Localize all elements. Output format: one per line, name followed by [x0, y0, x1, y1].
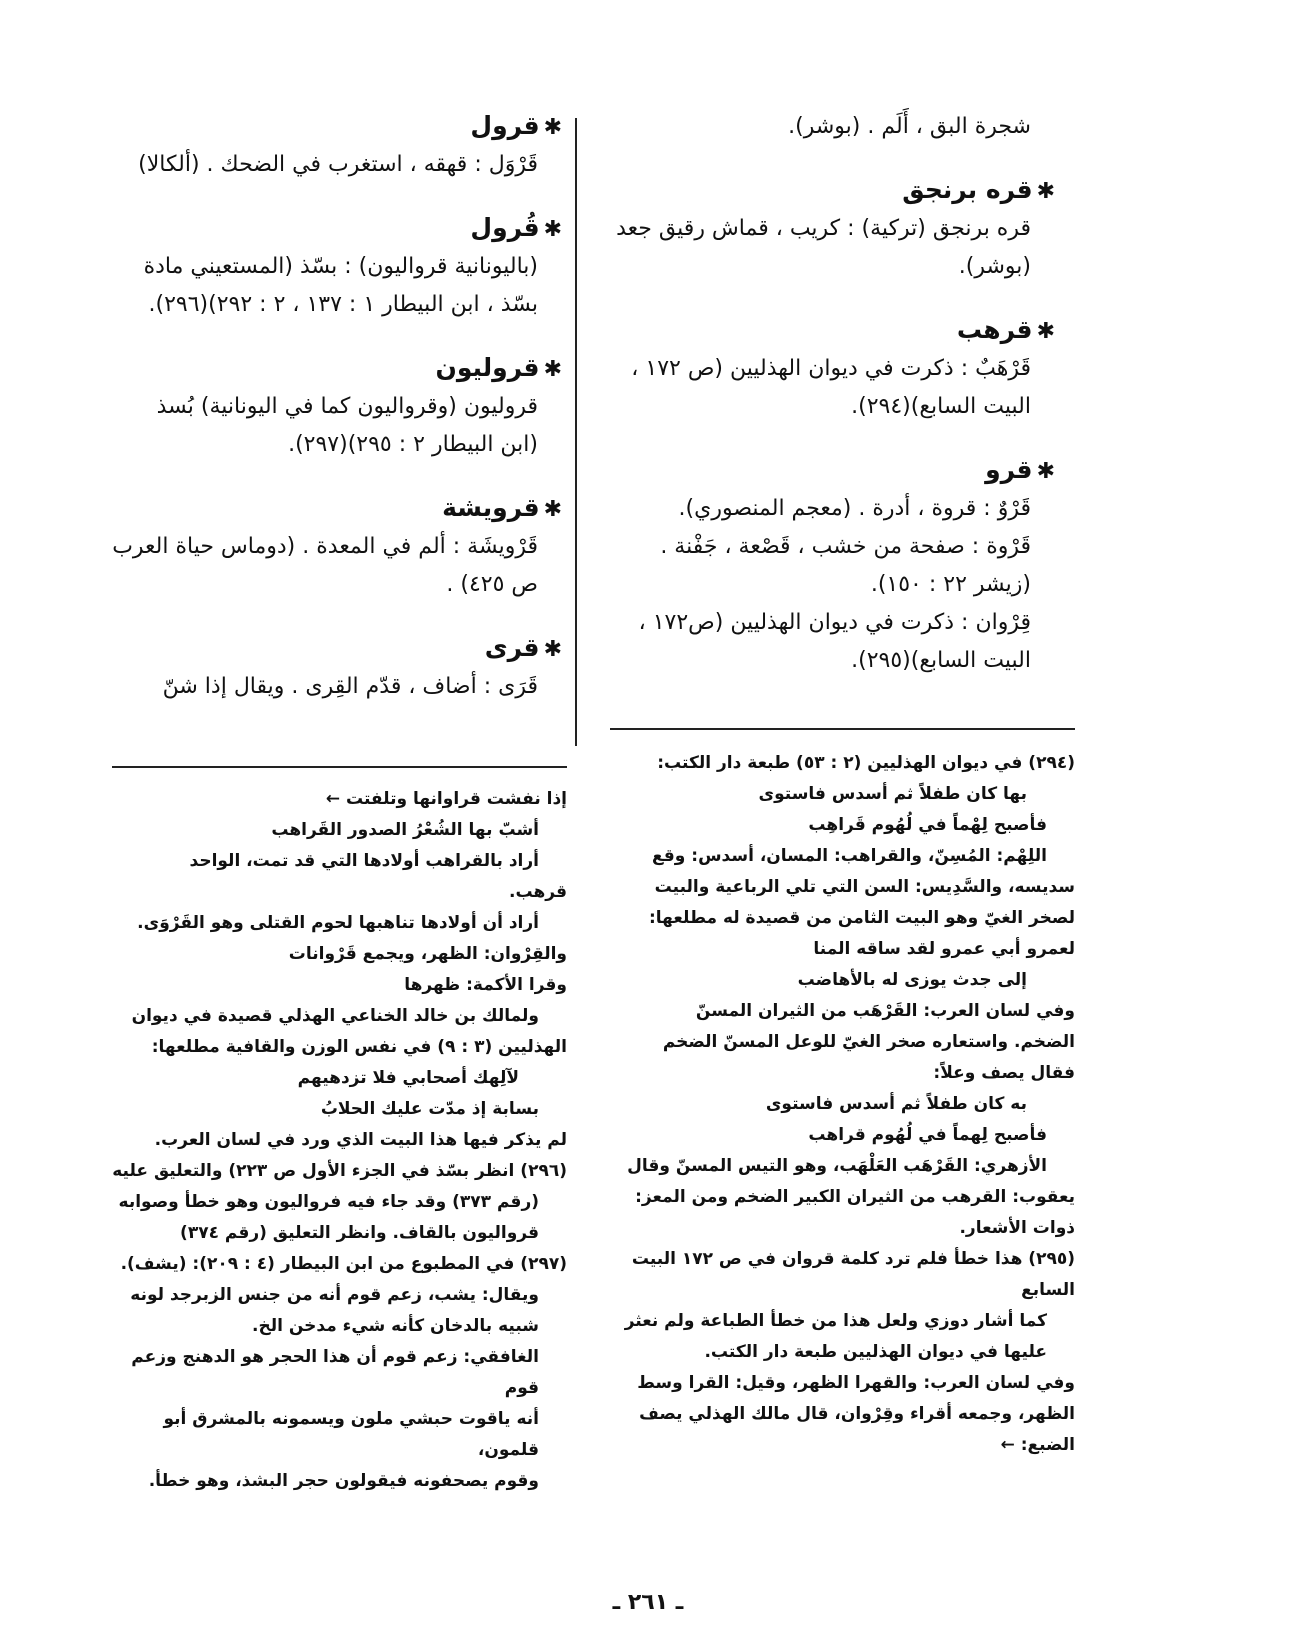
asterisk-icon: ✱: [543, 637, 562, 662]
footnote-text: وفي لسان العرب: والقهرا الظهر، وقيل: القرا وسط: [637, 1373, 1075, 1393]
footnote-line: [112, 1342, 567, 1404]
footnote-text: أراد أن أولادها تناهبها لحوم القتلى وهو القَرْوَى.: [137, 913, 539, 933]
footnote-line: [620, 1306, 1075, 1337]
footnote-text: (٢٩٧) في المطبوع من ابن البيطار (٤ : ٢٠٩): (يشف).: [120, 1254, 567, 1274]
left-column: [112, 108, 562, 732]
asterisk-icon: ✱: [543, 217, 562, 242]
footnote-text: إذا نفشت قراوانها وتلفتت: [345, 789, 567, 809]
entry-headword: [112, 490, 562, 528]
footnote-line: [620, 903, 1075, 934]
footnote-line: [112, 1001, 567, 1032]
footnote-text: شبيه بالدخان كأنه شيء مدخن الخ.: [252, 1316, 539, 1336]
dictionary-entry: [610, 312, 1055, 426]
entry-headword: [112, 630, 562, 668]
footnote-text: بها كان طفلاً ثم أسدس فاستوى: [758, 784, 1027, 804]
column-divider: [575, 118, 577, 746]
footnote-text: كما أشار دوزي ولعل هذا من خطأ الطباعة ولم نعثر: [624, 1311, 1047, 1331]
asterisk-icon: ✱: [1036, 319, 1055, 344]
footnotes-right: [620, 748, 1075, 1461]
footnote-line: [620, 1151, 1075, 1182]
footnote-text: لصخر الغيّ وهو البيت الثامن من قصيدة له مطلعها:: [649, 908, 1075, 928]
footnote-line: [112, 1032, 567, 1063]
footnote-line: [620, 1430, 1075, 1461]
asterisk-icon: ✱: [543, 115, 562, 140]
footnote-line: [112, 1218, 567, 1249]
footnote-text: لم يذكر فيها هذا البيت الذي ورد في لسان العرب.: [154, 1130, 567, 1150]
dictionary-entry: [112, 490, 562, 604]
footnote-line: [112, 877, 567, 908]
dictionary-entry: [112, 350, 562, 464]
footnote-line: [112, 1063, 567, 1094]
headword-text: قروليون: [435, 353, 540, 382]
footnote-text: فأصبح لِهْماً في لُهُوم قَراهِب: [808, 815, 1047, 835]
footnote-line: [112, 1466, 567, 1497]
footnote-text: الأزهري: القَرْهَب العَلْهَب، وهو التيس المسنّ وقال: [627, 1156, 1047, 1176]
footnote-line: [620, 1089, 1075, 1120]
footnote-text: وفي لسان العرب: القَرْهَب من الثيران المسنّ: [695, 1001, 1075, 1021]
entry-line: البيت السابع)(٢٩٥).: [851, 648, 1031, 673]
footnote-line: [620, 1027, 1075, 1058]
footnote-text: الضبع:: [1020, 1435, 1075, 1455]
footnote-text: به كان طفلاً ثم أسدس فاستوى: [765, 1094, 1027, 1114]
footnote-text: فأصبح لِهماً في لُهُوم قراهب: [808, 1125, 1047, 1145]
footnote-line: [112, 908, 567, 939]
footnote-line: [620, 1399, 1075, 1430]
headword-text: قرو: [985, 455, 1033, 484]
asterisk-icon: ✱: [1036, 459, 1055, 484]
headword-text: قُرول: [470, 213, 540, 242]
footnote-line: [620, 748, 1075, 779]
entry-headword: [112, 350, 562, 388]
headword-text: قره برنجق: [902, 175, 1033, 204]
footnote-text: ذوات الأشعار.: [959, 1218, 1075, 1238]
footnote-line: [112, 1125, 567, 1156]
entry-headword: [112, 210, 562, 248]
entry-line: (ابن البيطار ٢ : ٢٩٥)(٢٩٧).: [288, 432, 538, 457]
dictionary-entry: [112, 108, 562, 184]
right-column: [610, 108, 1055, 706]
footnote-text: بسابة إذ مدّت عليك الحلابُ: [320, 1099, 539, 1119]
footnote-line: [112, 1094, 567, 1125]
footnote-text: لآلِهك أصحابي فلا تزدهيهم: [297, 1068, 519, 1088]
footnote-line: [620, 965, 1075, 996]
entry-line: قَرْوَل : قهقه ، استغرب في الضحك . (ألكالا): [138, 152, 538, 177]
footnote-line: [620, 934, 1075, 965]
asterisk-icon: ✱: [1036, 179, 1055, 204]
entry-line: (بوشر).: [958, 254, 1031, 279]
entry-line: قِرْوان : ذكرت في ديوان الهذليين (ص١٧٢ ،: [638, 610, 1031, 635]
footnote-text: أراد بالقراهب أولادها التي قد تمت، الواحد: [189, 851, 539, 871]
footnotes-left: [112, 784, 567, 1497]
footnote-text: أنه ياقوت حبشي ملون ويسمونه بالمشرق أبو قلمون،: [163, 1409, 539, 1460]
footnote-line: [112, 939, 567, 970]
footnote-text: إلى جدث يوزى له بالأهاضب: [797, 970, 1027, 990]
entry-line: قَرْهَبٌ : ذكرت في ديوان الهذليين (ص ١٧٢ ،: [631, 356, 1031, 381]
footnote-text: الظهر، وجمعه أقراء وقِرْوان، قال مالك الهذلي يصف: [639, 1404, 1075, 1424]
dictionary-entry: [610, 172, 1055, 286]
footnote-text: سديسه، والسَّدِيس: السن التي تلي الرباعية والبيت: [654, 877, 1075, 897]
footnote-line: [112, 1156, 567, 1187]
dictionary-entry: [112, 210, 562, 324]
entry-headword: [610, 452, 1055, 490]
footnote-text: (٢٩٥) هذا خطأ فلم ترد كلمة قروان في ص ١٧٢ البيت السابع: [631, 1249, 1075, 1300]
asterisk-icon: ✱: [543, 497, 562, 522]
entry-line: ص ٤٢٥) .: [446, 572, 538, 597]
footnote-line: [620, 1182, 1075, 1213]
footnote-line: [112, 846, 567, 877]
footnote-text: أشبّ بها الشُعْرُ الصدور القَراهب: [271, 820, 539, 840]
footnote-text: وقرا الأكمة: ظهرها: [404, 975, 567, 995]
entry-line: قَرْويشَة : ألم في المعدة . (دوماس حياة العرب: [112, 534, 538, 559]
entry-headword: [610, 172, 1055, 210]
entry-line: (زيشر ٢٢ : ١٥٠).: [870, 572, 1031, 597]
dictionary-entry: [610, 452, 1055, 680]
entry-line: قره برنجق (تركية) : كريب ، قماش رقيق جعد: [616, 216, 1031, 241]
entry-line: (باليونانية قروالیون) : بسّذ (المستعيني مادة: [143, 254, 538, 279]
footnote-text: الغافقي: زعم قوم أن هذا الحجر هو الدهنج وزعم قوم: [131, 1347, 539, 1398]
footnote-text: يعقوب: القرهب من الثيران الكبير الضخم ومن المعز:: [635, 1187, 1075, 1207]
entry-line: قروليون (وقرواليون كما في اليونانية) بُسذ: [156, 394, 538, 419]
footnote-text: (رقم ٣٧٣) وقد جاء فيه فرواليون وهو خطأ وصوابه: [118, 1192, 539, 1212]
footnote-line: [112, 815, 567, 846]
footnote-line: [620, 872, 1075, 903]
footnote-rule-left: [112, 766, 567, 768]
footnote-text: (٢٩٦) انظر بسّذ في الجزء الأول ص ٢٢٣) والتعليق عليه: [112, 1161, 567, 1181]
entry-line: قَرْوٌ : قروة ، أدرة . (معجم المنصوري).: [678, 496, 1031, 521]
footnote-line: [112, 1280, 567, 1311]
entry-line: شجرة البق ، أَلَم . (بوشر).: [788, 114, 1031, 139]
footnote-text: الهذليين (٣ : ٩) في نفس الوزن والقافية مطلعها:: [151, 1037, 567, 1057]
footnote-line: [620, 1213, 1075, 1244]
page-number: ـ ٢٦١ ـ: [612, 1590, 684, 1615]
footnote-text: قرواليون بالقاف. وانظر التعليق (رقم ٣٧٤): [180, 1223, 539, 1243]
footnote-line: [620, 779, 1075, 810]
footnote-line: [620, 1337, 1075, 1368]
footnote-line: [620, 1368, 1075, 1399]
entry-headword: [112, 108, 562, 146]
entry-line: قَرْوة : صفحة من خشب ، قَصْعة ، جَفْنة .: [660, 534, 1031, 559]
headword-text: قرهب: [956, 315, 1033, 344]
footnote-line: [620, 810, 1075, 841]
dictionary-entry: [112, 630, 562, 706]
asterisk-icon: ✱: [543, 357, 562, 382]
footnote-line: [620, 1244, 1075, 1306]
footnote-line: [112, 970, 567, 1001]
footnote-text: لعمرو أبي عمرو لقد ساقه المنا: [813, 939, 1075, 959]
entry-line: بسّذ ، ابن البيطار ١ : ١٣٧ ، ٢ : ٢٩٢)(٢٩٦).: [148, 292, 538, 317]
footnote-text: اللِهْم: المُسِنّ، والقراهب: المسان، أسدس: وقع: [652, 846, 1047, 866]
footnote-line: [112, 1187, 567, 1218]
entry-line: البيت السابع)(٢٩٤).: [851, 394, 1031, 419]
footnote-text: (٢٩٤) في ديوان الهذليين (٢ : ٥٣) طبعة دار الكتب:: [657, 753, 1075, 773]
footnote-text: الضخم. واستعاره صخر الغيّ للوعل المسنّ الضخم: [662, 1032, 1075, 1052]
footnote-text: عليها في ديوان الهذليين طبعة دار الكتب.: [704, 1342, 1047, 1362]
footnote-text: والقِرْوان: الظهر، ويجمع قَرْوانات: [288, 944, 567, 964]
footnote-line: [112, 1311, 567, 1342]
continuation-arrow-icon: ←: [1000, 1435, 1015, 1455]
footnote-line: [112, 784, 567, 815]
footnote-text: وقوم يصحفونه فيقولون حجر البشذ، وهو خطأ.: [148, 1471, 539, 1491]
footnote-text: فقال يصف وعلاً:: [933, 1063, 1075, 1083]
footnote-rule-right: [610, 728, 1075, 730]
footnote-line: [620, 1058, 1075, 1089]
footnote-line: [112, 1249, 567, 1280]
continuation-arrow-icon: ←: [325, 789, 341, 809]
footnote-text: ولمالك بن خالد الخناعي الهذلي قصيدة في ديوان: [131, 1006, 539, 1026]
footnote-line: [620, 841, 1075, 872]
headword-text: قرول: [470, 111, 540, 140]
footnote-text: ويقال: يشب، زعم قوم أنه من جنس الزبرجد لونه: [130, 1285, 539, 1305]
entry-line: قَرَى : أضاف ، قدّم القِرى . ويقال إذا شنّ: [162, 674, 538, 699]
headword-text: قرويشة: [442, 493, 540, 522]
footnote-line: [620, 1120, 1075, 1151]
headword-text: قرى: [484, 633, 540, 662]
footnote-line: [620, 996, 1075, 1027]
entry-headword: [610, 312, 1055, 350]
dictionary-entry: [610, 108, 1055, 146]
footnote-text: قرهب.: [509, 882, 567, 902]
footnote-line: [112, 1404, 567, 1466]
